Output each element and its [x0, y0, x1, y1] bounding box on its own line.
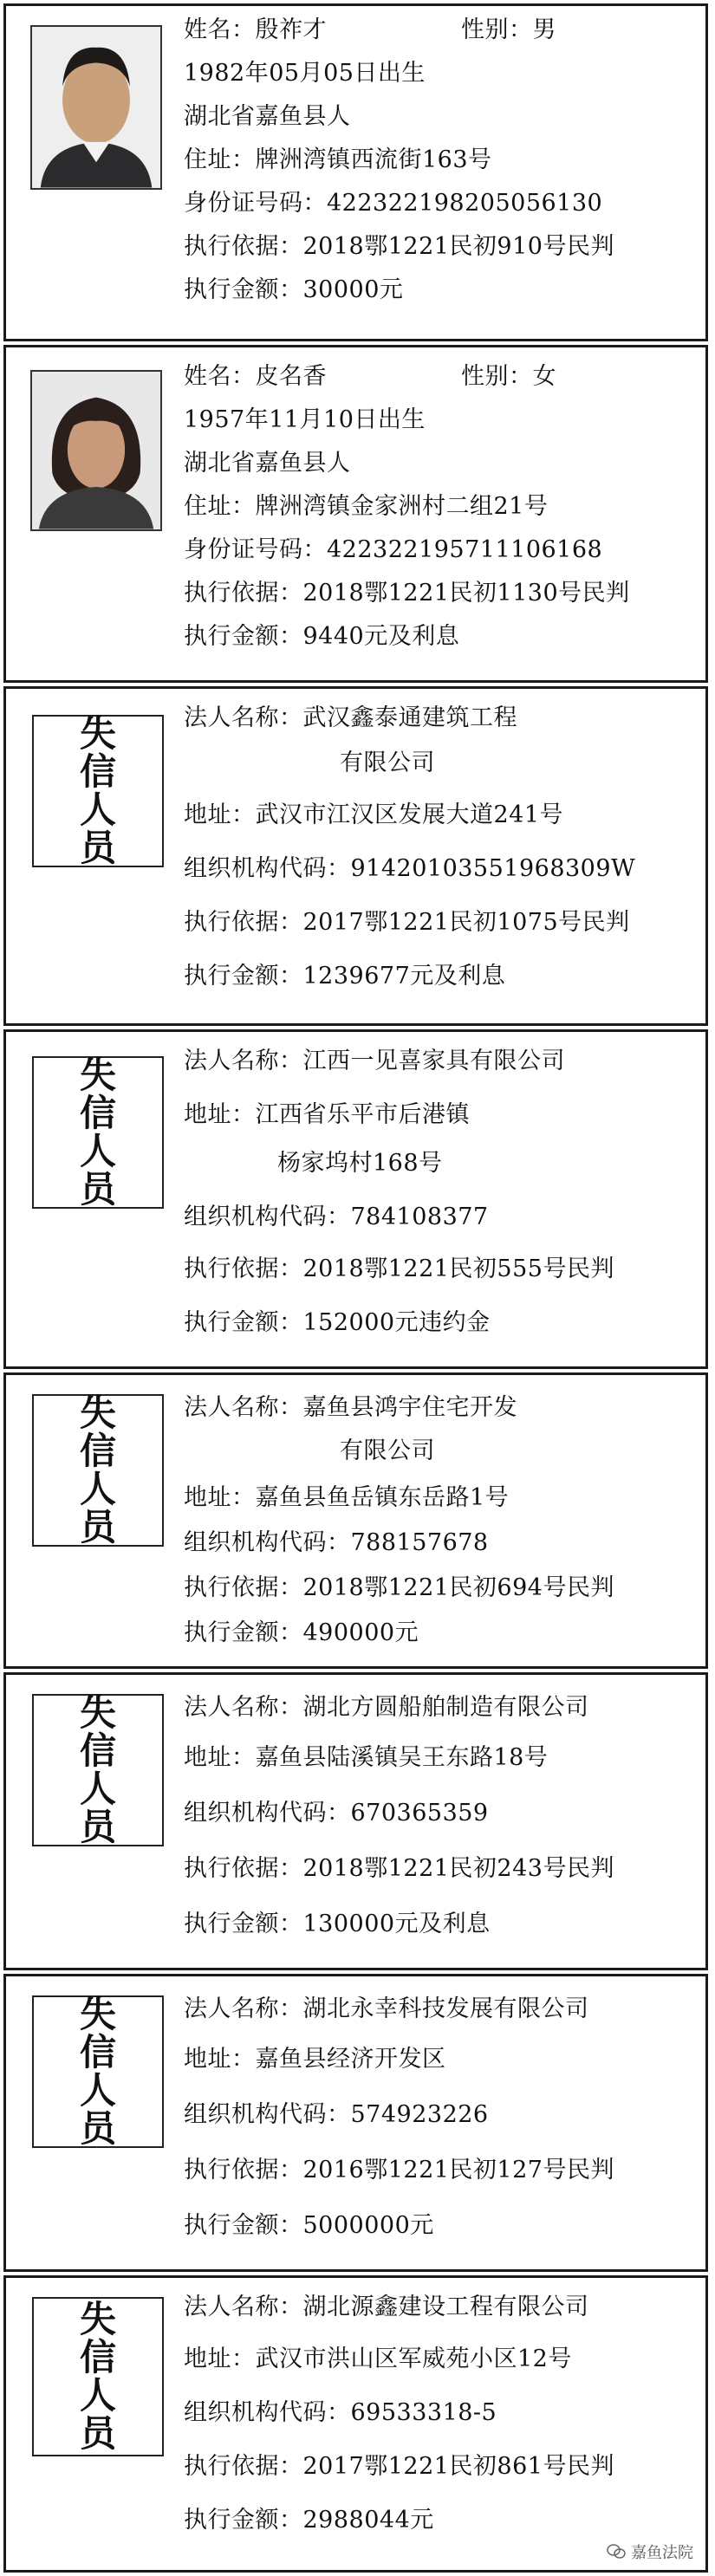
person-name: 姓名：皮名香 [184, 363, 327, 390]
portrait-image [32, 27, 160, 188]
portrait-photo [30, 25, 162, 190]
person-card-2 [3, 345, 708, 683]
wechat-icon [607, 2544, 626, 2560]
seal-char: 人 [79, 1768, 116, 1810]
seal-char: 失 [79, 2298, 116, 2340]
company-exec-basis: 执行依据：2018鄂1221民初555号民判 [184, 1256, 614, 1282]
company-org-code: 组织机构代码：574923226 [184, 2101, 489, 2128]
company-org-code: 组织机构代码：91420103551968309W [184, 855, 636, 882]
company-card-1 [3, 686, 708, 1026]
company-address: 地址：江西省乐平市后港镇 [184, 1101, 470, 1128]
person-gender: 性别：男 [461, 16, 556, 43]
company-card-3 [3, 1372, 708, 1669]
seal-char: 信 [79, 2031, 116, 2073]
seal-char: 员 [79, 827, 116, 869]
company-card-2 [3, 1029, 708, 1369]
company-exec-amount: 执行金额：130000元及利息 [184, 1911, 491, 1937]
company-exec-amount: 执行金额：152000元违约金 [184, 1309, 491, 1336]
person-origin: 湖北省嘉鱼县人 [184, 103, 351, 130]
seal-char: 失 [79, 1993, 116, 2035]
company-exec-basis: 执行依据：2018鄂1221民初243号民判 [184, 1855, 614, 1882]
company-exec-basis: 执行依据：2016鄂1221民初127号民判 [184, 2157, 614, 2183]
company-address: 地址：嘉鱼县经济开发区 [184, 2046, 446, 2073]
person-exec-basis: 执行依据：2018鄂1221民初1130号民判 [184, 580, 630, 607]
seal-char: 人 [79, 2069, 116, 2112]
company-name: 法人名称：武汉鑫泰通建筑工程 [184, 704, 517, 731]
seal-char: 人 [79, 788, 116, 831]
company-name-cont: 有限公司 [340, 1437, 435, 1464]
company-exec-amount: 执行金额：490000元 [184, 1619, 419, 1646]
seal-char: 信 [79, 1092, 116, 1134]
person-exec-amount: 执行金额：30000元 [184, 276, 404, 303]
dishonest-seal [32, 712, 164, 869]
company-address: 地址：嘉鱼县陆溪镇吴王东路18号 [184, 1744, 549, 1771]
company-name: 法人名称：湖北永幸科技发展有限公司 [184, 1995, 589, 2022]
company-address: 地址：嘉鱼县鱼岳镇东岳路1号 [184, 1484, 510, 1511]
company-name: 法人名称：湖北方圆船舶制造有限公司 [184, 1694, 589, 1721]
person-gender: 性别：女 [461, 363, 556, 390]
seal-char: 员 [79, 1506, 116, 1548]
person-origin: 湖北省嘉鱼县人 [184, 450, 351, 477]
person-exec-basis: 执行依据：2018鄂1221民初910号民判 [184, 233, 614, 260]
company-org-code: 组织机构代码：784108377 [184, 1204, 489, 1230]
seal-char: 人 [79, 1468, 116, 1510]
seal-char: 信 [79, 750, 116, 793]
seal-char: 员 [79, 2412, 116, 2455]
seal-char: 员 [79, 2107, 116, 2150]
seal-char: 失 [79, 1691, 116, 1734]
company-name: 法人名称：江西一见喜家具有限公司 [184, 1048, 565, 1074]
company-address-cont: 杨家坞村168号 [277, 1150, 443, 1177]
person-id-number: 身份证号码：422322198205056130 [184, 190, 603, 217]
seal-char: 失 [79, 1054, 116, 1096]
company-address: 地址：武汉市江汉区发展大道241号 [184, 801, 564, 828]
company-card-6 [3, 2275, 708, 2573]
company-card-5 [3, 1974, 708, 2272]
seal-char: 人 [79, 2374, 116, 2417]
seal-char: 失 [79, 1392, 116, 1434]
dishonest-seal [32, 1995, 164, 2148]
person-birth: 1982年05月05日出生 [184, 60, 426, 87]
portrait-photo [30, 370, 162, 531]
seal-char: 人 [79, 1130, 116, 1172]
person-exec-amount: 执行金额：9440元及利息 [184, 623, 460, 650]
company-name-cont: 有限公司 [340, 749, 435, 776]
company-exec-basis: 执行依据：2017鄂1221民初861号民判 [184, 2453, 614, 2480]
company-exec-amount: 执行金额：2988044元 [184, 2507, 434, 2534]
company-name: 法人名称：湖北源鑫建设工程有限公司 [184, 2294, 589, 2320]
dishonest-seal [32, 2297, 164, 2456]
company-card-4 [3, 1672, 708, 1970]
company-org-code: 组织机构代码：69533318-5 [184, 2399, 497, 2426]
seal-char: 信 [79, 2336, 116, 2378]
dishonest-seal [32, 1691, 164, 1848]
seal-char: 失 [79, 712, 116, 755]
person-id-number: 身份证号码：422322195711106168 [184, 536, 603, 563]
watermark-text: 嘉鱼法院 [631, 2544, 693, 2562]
dishonest-seal [32, 1394, 164, 1547]
person-card-1 [3, 3, 708, 341]
company-address: 地址：武汉市洪山区军威苑小区12号 [184, 2346, 572, 2372]
company-exec-basis: 执行依据：2018鄂1221民初694号民判 [184, 1574, 614, 1601]
seal-char: 信 [79, 1729, 116, 1772]
person-name: 姓名：殷祚才 [184, 16, 327, 43]
watermark [607, 2540, 693, 2563]
company-org-code: 组织机构代码：788157678 [184, 1529, 489, 1556]
dishonest-seal [32, 1056, 164, 1209]
company-org-code: 组织机构代码：670365359 [184, 1800, 489, 1827]
company-name: 法人名称：嘉鱼县鸿宇住宅开发 [184, 1394, 517, 1421]
seal-char: 信 [79, 1430, 116, 1472]
person-address: 住址：牌洲湾镇西流街163号 [184, 146, 492, 173]
seal-char: 员 [79, 1806, 116, 1848]
company-exec-amount: 执行金额：1239677元及利息 [184, 963, 506, 990]
company-exec-basis: 执行依据：2017鄂1221民初1075号民判 [184, 909, 630, 936]
portrait-image [32, 372, 160, 529]
company-exec-amount: 执行金额：5000000元 [184, 2212, 434, 2239]
person-address: 住址：牌洲湾镇金家洲村二组21号 [184, 493, 549, 520]
seal-char: 员 [79, 1168, 116, 1210]
person-birth: 1957年11月10日出生 [184, 406, 426, 433]
